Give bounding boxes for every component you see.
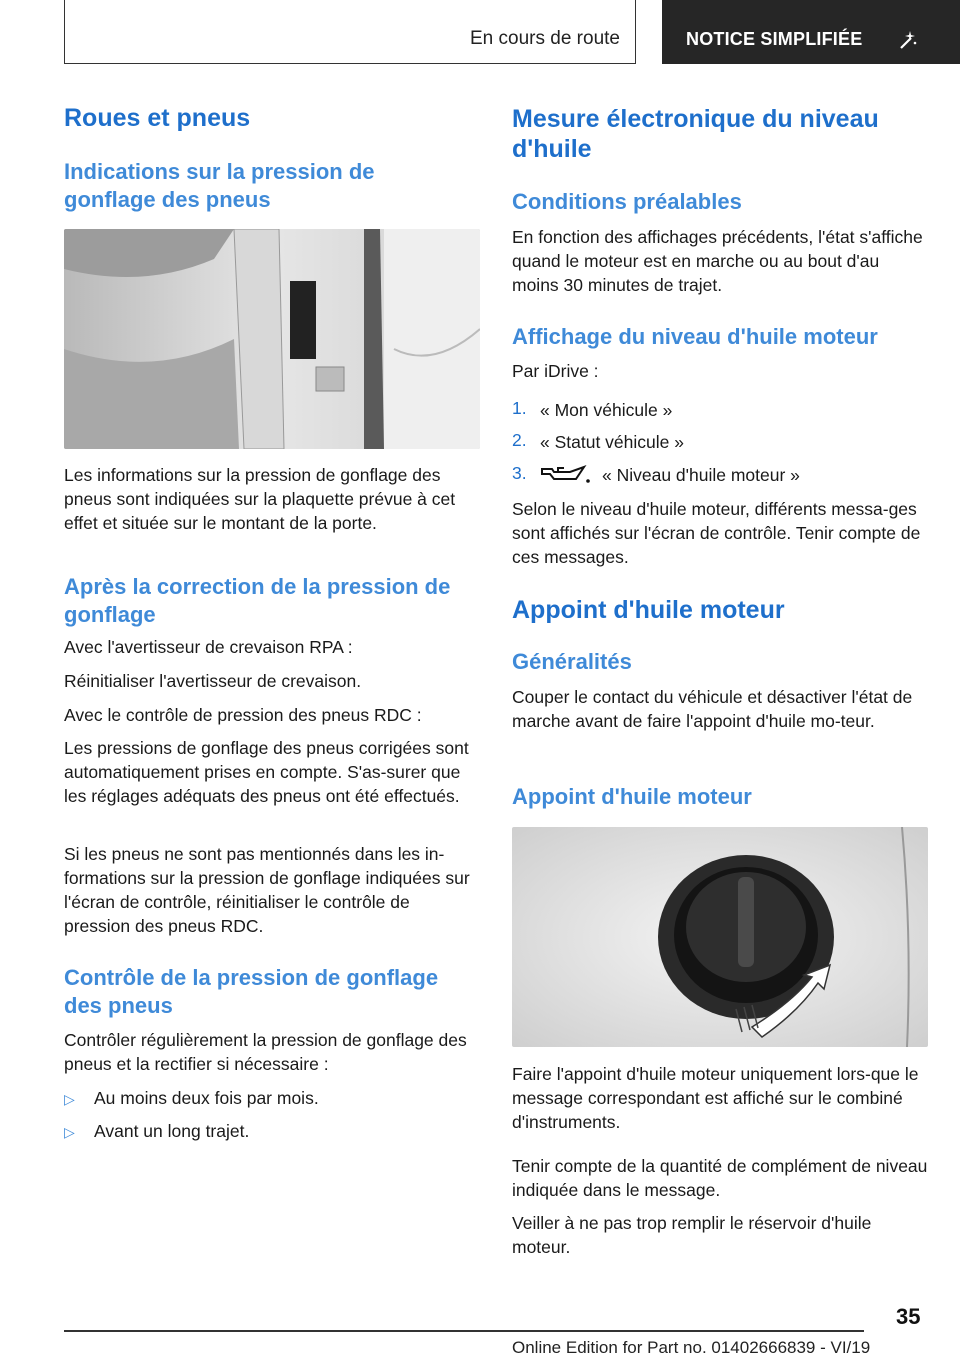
oil-quantity-text: Tenir compte de la quantité de complément de niveau indiquée dans le message.: [512, 1156, 928, 1200]
section-title-oil-top-up: Appoint d'huile moteur: [512, 596, 785, 624]
step-text: « Niveau d'huile moteur »: [602, 465, 800, 485]
oil-top-up-text: Faire l'appoint d'huile moteur uniquement lors-que le message correspondant est affiché sur le combiné d'instruments.: [512, 1064, 919, 1132]
door-pillar-photo: [64, 229, 480, 449]
footer-divider: [64, 1330, 864, 1332]
oil-level-messages-text: Selon le niveau d'huile moteur, différents messa-ges sont affichés sur l'écran de contrôle. Tenir compte de ces messages.: [512, 499, 921, 567]
step-number: 3.: [512, 463, 527, 483]
bullet-item: Au moins deux fois par mois.: [94, 1088, 319, 1108]
heading-general: Généralités: [512, 649, 632, 674]
header-badge-label: NOTICE SIMPLIFIÉE: [686, 29, 863, 49]
pressure-check-text: Contrôler régulièrement la pression de gonflage des pneus et la rectifier si nécessaire :: [64, 1030, 467, 1074]
header-section-title: En cours de route: [470, 28, 620, 49]
section-title-roues: Roues et pneus: [64, 104, 251, 132]
bullet-icon: ▷: [64, 1091, 75, 1107]
heading-oil-level-display: Affichage du niveau d'huile moteur: [512, 324, 878, 349]
step-text: « Mon véhicule »: [540, 400, 673, 420]
overfill-warning-text: Veiller à ne pas trop remplir le réservoir d'huile moteur.: [512, 1213, 872, 1257]
step-number: 2.: [512, 430, 527, 450]
page-number: 35: [896, 1304, 921, 1329]
oil-can-icon: [540, 463, 594, 485]
bullet-icon: ▷: [64, 1124, 75, 1140]
bullet-item: Avant un long trajet.: [94, 1121, 250, 1141]
heading-oil-top-up: Appoint d'huile moteur: [512, 784, 752, 809]
rdc-text: Avec le contrôle de pression des pneus RDC :: [64, 705, 422, 725]
prerequisites-text: En fonction des affichages précédents, l'état s'affiche quand le moteur est en marche ou au bout d'au moins 30 minutes de trajet.: [512, 227, 923, 295]
step-text: « Statut véhicule »: [540, 432, 684, 452]
step-number: 1.: [512, 398, 527, 418]
heading-prerequisites: Conditions préalables: [512, 189, 742, 214]
pressure-info-text: Les informations sur la pression de gonflage des pneus sont indiquées sur la plaquette prévue à cet effet et située sur le montant de la porte.: [64, 465, 456, 533]
rdc-reset-text: Si les pneus ne sont pas mentionnés dans les in-formations sur la pression de gonflage indiquées sur l'écran de contrôle, réinitialiser le contrôle de pression des pneus RDC.: [64, 844, 470, 936]
general-text: Couper le contact du véhicule et désactiver l'état de marche avant de faire l'appoint d'huile mo-teur.: [512, 687, 913, 731]
heading-after-correction: Après la correction de la pression de gonflage: [64, 574, 451, 627]
heading-pressure-check: Contrôle de la pression de gonflage des pneus: [64, 965, 439, 1018]
rdc-auto-text: Les pressions de gonflage des pneus corrigées sont automatiquement prises en compte. S'as-surer que les réglages adéquats des pneus ont été effectués.: [64, 738, 469, 806]
section-title-oil-measure: Mesure électronique du niveau d'huile: [512, 105, 879, 163]
footer-edition: Online Edition for Part no. 01402666839 - VI/19: [512, 1338, 871, 1357]
oil-filler-cap-photo: [512, 827, 928, 1047]
rpa-reset-text: Réinitialiser l'avertisseur de crevaison.: [64, 671, 362, 691]
heading-pressure-info: Indications sur la pression de gonflage des pneus: [64, 159, 375, 212]
sparkle-icon: [895, 28, 919, 52]
idrive-text: Par iDrive :: [512, 361, 599, 381]
rpa-text: Avec l'avertisseur de crevaison RPA :: [64, 637, 353, 657]
